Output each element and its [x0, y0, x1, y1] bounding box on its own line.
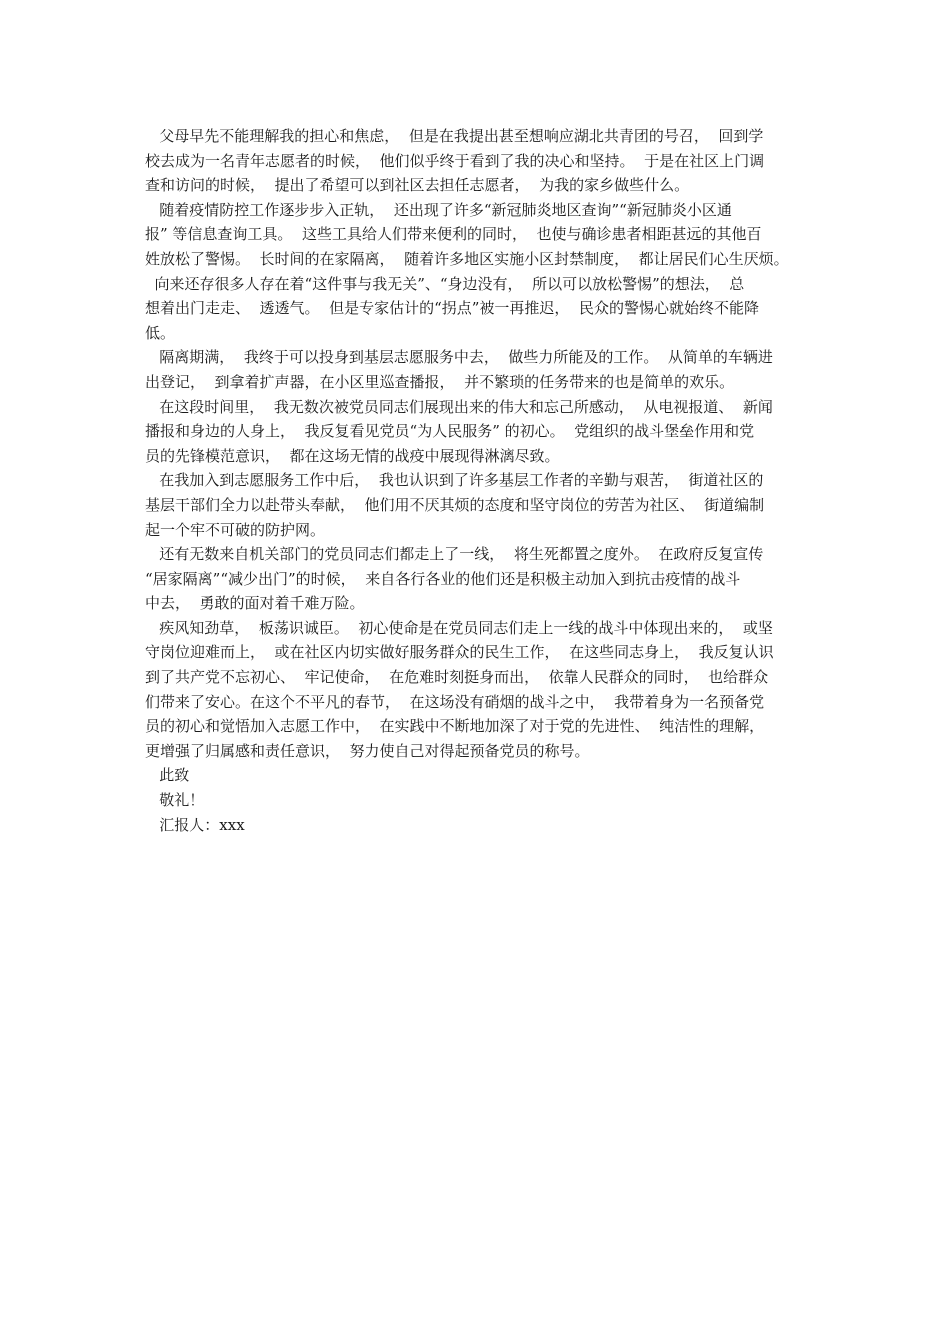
body-line: 到了共产党不忘初心、 牢记使命， 在危难时刻挺身而出， 依靠人民群众的同时， 也给群众 — [145, 668, 769, 687]
body-line: 出登记， 到拿着扩声器，在小区里巡查播报， 并不繁琐的任务带来的也是简单的欢乐。 — [145, 372, 735, 391]
body-line: 想着出门走走、 透透气。 但是专家估计的“拐点”被一再推迟， 民众的警惕心就始终不能降 — [145, 299, 759, 318]
body-line: 起一个牢不可破的防护网。 — [145, 520, 326, 539]
body-line: 播报和身边的人身上， 我反复看见党员“为人民服务” 的初心。 党组织的战斗堡垒作用和党 — [145, 422, 755, 441]
body-line: 姓放松了警惕。 长时间的在家隔离， 随着许多地区实施小区封禁制度， 都让居民们心生厌烦。 — [145, 249, 789, 268]
body-line: 守岗位迎难而上， 或在社区内切实做好服务群众的民生工作， 在这些同志身上， 我反复认识 — [145, 643, 774, 662]
body-line: 们带来了安心。在这个不平凡的春节， 在这场没有硝烟的战斗之中， 我带着身为一名预备党 — [145, 692, 765, 711]
signature-line: 汇报人：xxx — [145, 815, 245, 834]
body-line: 报” 等信息查询工具。 这些工具给人们带来便利的同时， 也使与确诊患者相距甚远的其他百 — [145, 225, 762, 244]
body-line: 疾风知劲草， 板荡识诚臣。 初心使命是在党员同志们走上一线的战斗中体现出来的， 或坚 — [145, 618, 773, 637]
document-body — [145, 124, 825, 837]
closing-line: 此致 — [145, 766, 190, 785]
body-line: 中去， 勇敢的面对着千难万险。 — [145, 594, 365, 613]
body-line: 低。 — [145, 323, 176, 342]
body-line: 在这段时间里， 我无数次被党员同志们展现出来的伟大和忘己所感动， 从电视报道、 新闻 — [145, 397, 773, 416]
body-line: 在我加入到志愿服务工作中后， 我也认识到了许多基层工作者的辛勤与艰苦， 街道社区的 — [145, 471, 764, 490]
body-line: 父母早先不能理解我的担心和焦虑， 但是在我提出甚至想响应湖北共青团的号召， 回到学 — [145, 127, 764, 145]
body-line: 员的初心和觉悟加入志愿工作中， 在实践中不断地加深了对于党的先进性、 纯洁性的理解， — [145, 717, 765, 736]
body-line: 校去成为一名青年志愿者的时候， 他们似乎终于看到了我的决心和坚持。 于是在社区上门调 — [145, 151, 765, 170]
body-line: 员的先锋模范意识， 都在这场无情的战疫中展现得淋漓尽致。 — [145, 446, 560, 465]
body-line: “居家隔离”“减少出门”的时候， 来自各行各业的他们还是积极主动加入到抗击疫情的战斗 — [145, 569, 741, 588]
body-line: 查和访问的时候， 提出了希望可以到社区去担任志愿者， 为我的家乡做些什么。 — [145, 176, 690, 195]
salutation-line: 敬礼！ — [145, 791, 205, 810]
body-line: 基层干部们全力以赴带头奉献， 他们用不厌其烦的态度和坚守岗位的劳苦为社区、 街道编制 — [145, 495, 765, 514]
body-line: 隔离期满， 我终于可以投身到基层志愿服务中去， 做些力所能及的工作。 从简单的车辆进 — [145, 348, 773, 367]
body-line: 更增强了归属感和责任意识， 努力使自己对得起预备党员的称号。 — [145, 741, 590, 760]
body-line: 还有无数来自机关部门的党员同志们都走上了一线， 将生死都置之度外。 在政府反复宣传 — [145, 545, 764, 564]
body-line: 向来还存很多人存在着“这件事与我无关”、“身边没有， 所以可以放松警惕”的想法， 总 — [145, 274, 745, 293]
body-line: 随着疫情防控工作逐步步入正轨， 还出现了许多“新冠肺炎地区查询”“新冠肺炎小区通 — [145, 200, 732, 219]
